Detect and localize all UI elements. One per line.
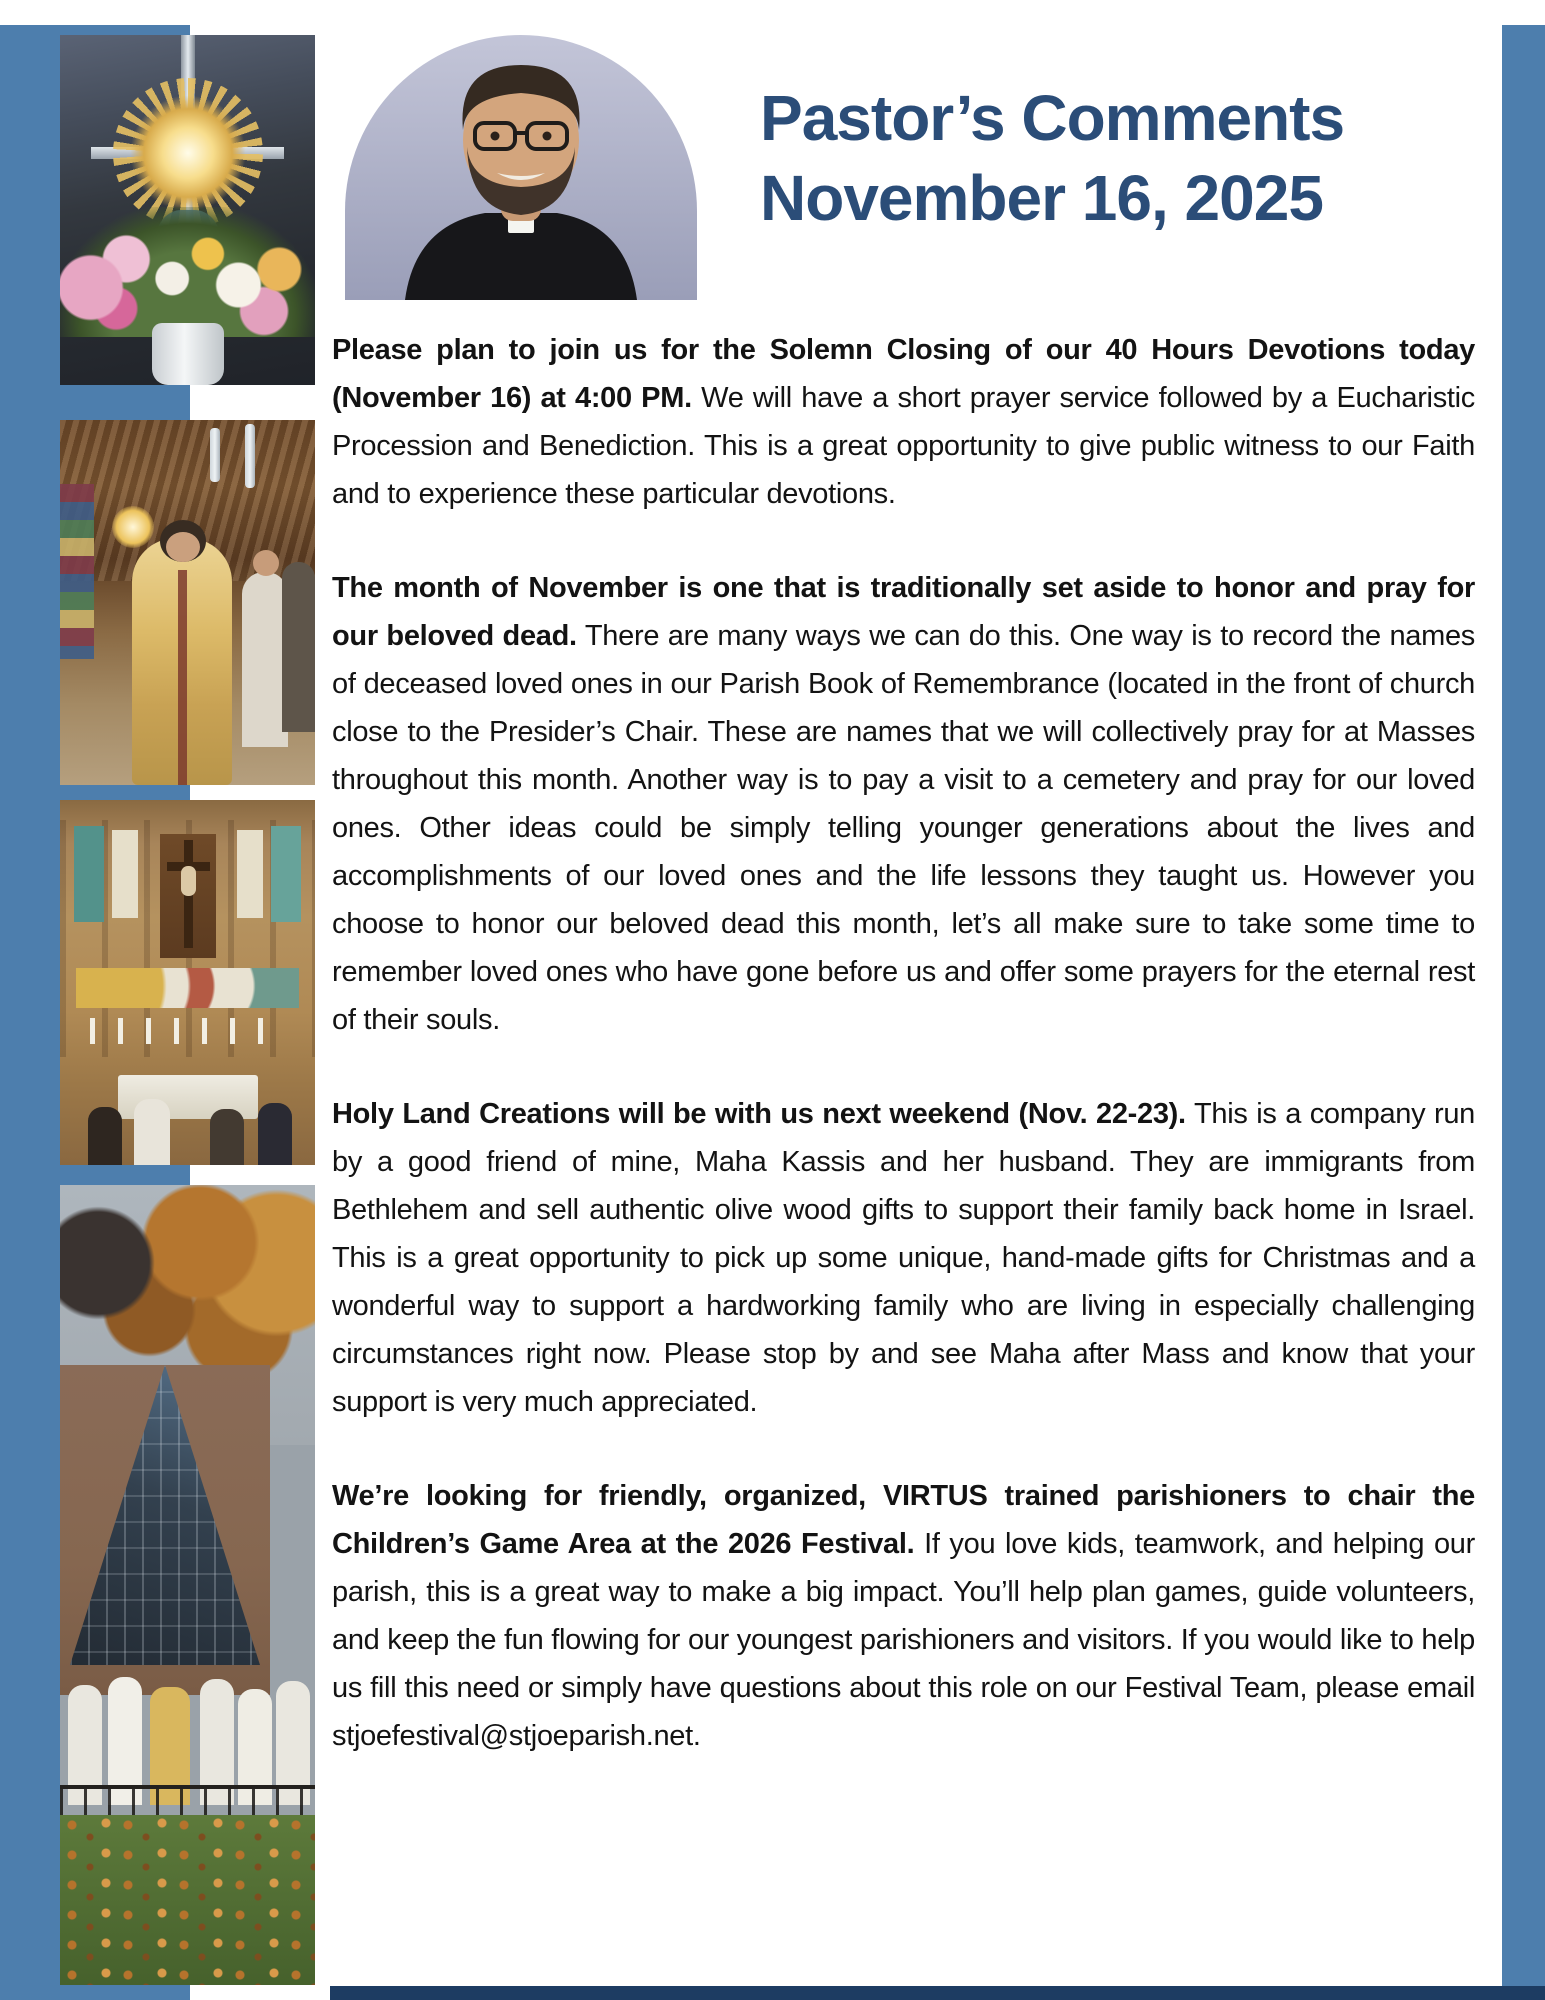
server-head [253, 550, 279, 576]
congregant-silhouette [134, 1099, 170, 1165]
footer-bar [330, 1986, 1545, 2000]
priest-face [166, 532, 200, 562]
corpus-figure [181, 866, 196, 896]
congregant-silhouette [258, 1103, 292, 1165]
leaf-strewn-grass [60, 1815, 315, 1985]
title-line-2: November 16, 2025 [760, 162, 1323, 234]
saint-banner [271, 826, 301, 922]
paragraph-lead: We’re looking for friendly, organized, VIRTUS trained parishioners to chair the Children’s Game Area at the 2026 Festival. [332, 1480, 1475, 1560]
hanging-lamp [245, 424, 255, 488]
paragraph-november-beloved-dead [332, 564, 1475, 1044]
congregant-silhouette [88, 1107, 122, 1165]
paragraph-lead: Holy Land Creations will be with us next weekend (Nov. 22-23). [332, 1098, 1186, 1130]
monstrance-glow [112, 506, 154, 548]
paragraph-holy-land-creations [332, 1090, 1475, 1426]
paragraph-body: This is a company run by a good friend of mine, Maha Kassis and her husband. They are immigrants from Bethlehem and sell authentic olive wood gifts to support their family back home in Israel. This is a great opportunity to pick up some unique, hand-made gifts for Christmas and a wonderful way to support a hardworking family who are living in especially challenging circumstances right now. Please stop by and see Maha after Mass and know that your support is very much appreciated. [332, 1098, 1475, 1418]
title-line-1: Pastor’s Comments [760, 82, 1345, 154]
paragraph-40-hours-devotions [332, 326, 1475, 518]
congregant-silhouette [210, 1109, 244, 1165]
paragraph-body: There are many ways we can do this. One way is to record the names of deceased loved ones in our Parish Book of Remembrance (located in the front of church close to the Presider’s Chair. These are names that we will collectively pray for at Masses throughout this month. Another way is to pay a visit to a cemetery and pray for our loved ones. Other ideas could be simply telling younger generations about the lives and accomplishments of our loved ones and the life lessons they taught us. However you choose to honor our beloved dead this month, let’s all make sure to take some time to remember loved ones who have gone before us and offer some prayers for the eternal rest of their souls. [332, 620, 1476, 1036]
attendant-figure [282, 562, 315, 732]
pastor-comments-article [332, 326, 1475, 1760]
page-title [760, 78, 1480, 238]
procession-figures [60, 1655, 315, 1805]
pastor-avatar [345, 35, 697, 300]
hanging-lamp [210, 428, 220, 482]
photo-outdoor-procession-at-church [60, 1185, 315, 1985]
monstrance-glow [128, 93, 248, 213]
photo-indoor-eucharistic-procession [60, 420, 315, 785]
saint-banner [74, 826, 104, 922]
paragraph-body: If you love kids, teamwork, and helping our parish, this is a great way to make a big impact. You’ll help plan games, guide volunteers, and keep the fun flowing for our youngest parishioners and visitors. If you would like to help us fill this need or simply have questions about this role on our Festival Team, please email stjoefestival@stjoeparish.net. [332, 1528, 1475, 1752]
photo-monstrance-with-flowers [60, 35, 315, 385]
photo-altar-with-crucifix [60, 800, 315, 1165]
flower-arrangement [60, 207, 315, 337]
pastor-portrait-illustration [345, 35, 697, 300]
right-accent-stripe [1502, 25, 1545, 2000]
paragraph-body: We will have a short prayer service followed by a Eucharistic Procession and Benediction. This is a great opportunity to give public witness to our Faith and to experience these particular devotions. [332, 382, 1475, 510]
paragraph-festival-volunteers [332, 1472, 1475, 1760]
saint-niches [76, 968, 299, 1008]
stained-glass-window [60, 484, 94, 659]
paragraph-lead: The month of November is one that is traditionally set aside to honor and pray for our beloved dead. [332, 572, 1475, 652]
a-frame-glass-window [70, 1365, 260, 1665]
church-building [60, 1365, 270, 1695]
white-vase [152, 323, 224, 385]
candle-row [90, 1018, 285, 1044]
saint-banner [112, 830, 138, 918]
saint-banner [237, 830, 263, 918]
vestment-trim [178, 570, 187, 785]
paragraph-lead: Please plan to join us for the Solemn Closing of our 40 Hours Devotions today (November 16) at 4:00 PM. [332, 334, 1475, 414]
